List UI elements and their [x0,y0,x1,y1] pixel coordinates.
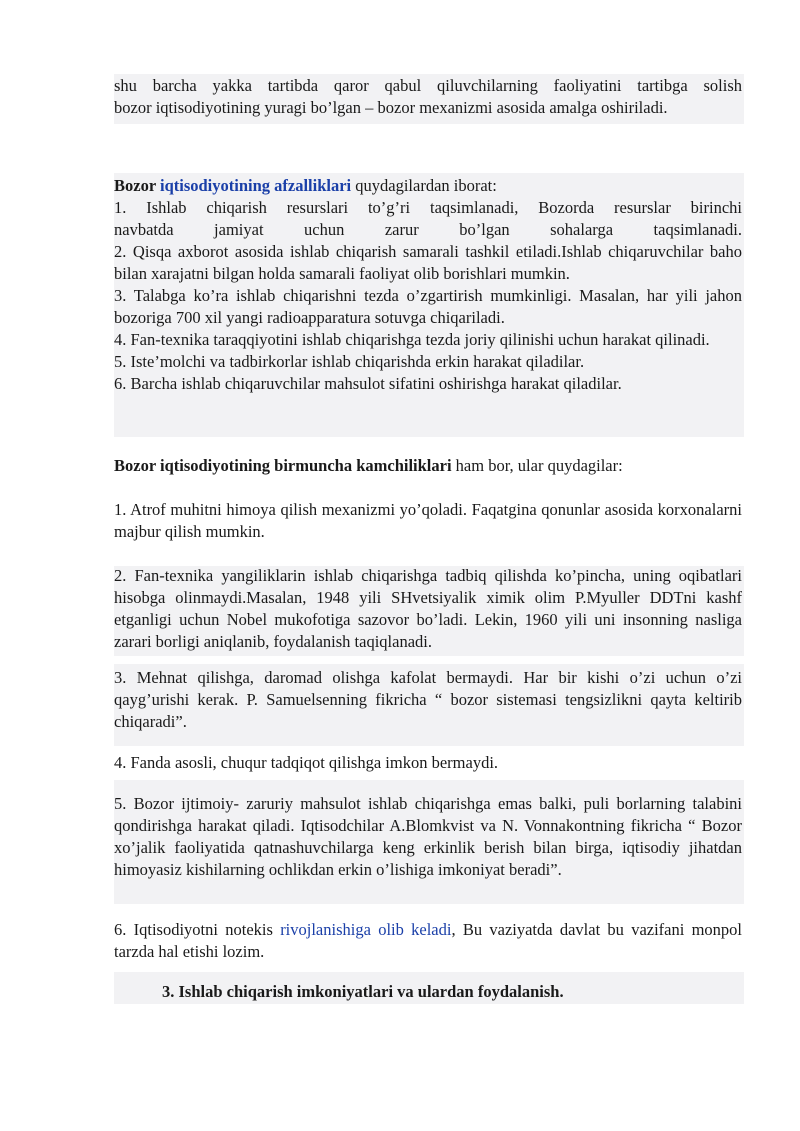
advantage-item-4: 4. Fan-texnika taraqqiyotini ishlab chiqarishga tezda joriy qilinishi uchun harakat qilinadi. [114,330,710,349]
disadvantage-item-2 [114,565,742,653]
section-heading-text: 3. Ishlab chiqarish imkoniyatlari va ulardan foydalanish. [162,982,564,1001]
disadvantage-item-6 [114,919,742,963]
intro-paragraph [114,75,742,119]
advantage-item-3: 3. Talabga ko’ra ishlab chiqarishni tezda o’zgartirish mumkinligi. Masalan, har yili jahon bozoriga 700 xil yangi radioapparatura sotuvga chiqariladi. [114,286,742,327]
disadvantages-title-bold: Bozor iqtisodiyotining birmuncha kamchiliklari [114,456,452,475]
disadvantage-item-3 [114,667,742,733]
disadvantage-item-4-text: 4. Fanda asosli, chuqur tadqiqot qilishga imkon bermaydi. [114,753,499,772]
advantage-item-1-line-1: 1. Ishlab chiqarish resurslari to’g’ri taqsimlanadi, Bozorda resurslar birinchi [114,198,742,217]
disadvantage-item-1 [114,499,742,543]
advantage-item-5: 5. Iste’molchi va tadbirkorlar ishlab chiqarishda erkin harakat qiladilar. [114,352,585,371]
section-heading [114,981,742,1003]
disadvantage-item-6-link[interactable]: rivojlanishiga olib keladi [280,920,452,939]
disadvantage-item-3-text: 3. Mehnat qilishga, daromad olishga kafolat bermaydi. Har bir kishi o’zi uchun o’zi qayg’urishi kerak. P. Samuelsenning fikricha “ bozor sistemasi tengsizlikni qayta keltirib chiqaradi”. [114,668,742,731]
disadvantages-title-rest: ham bor, ular quydagilar: [451,456,623,475]
disadvantage-item-5 [114,793,742,881]
intro-line-2: bozor iqtisodiyotining yuragi bo’lgan – bozor mexanizmi asosida amalga oshiriladi. [114,98,668,117]
advantage-item-1-line-2: navbatda jamiyat uchun zarur bo’lgan sohalarga taqsimlanadi. [114,220,742,239]
advantage-item-6: 6. Barcha ishlab chiqaruvchilar mahsulot sifatini oshirishga harakat qiladilar. [114,374,622,393]
advantages-title-link[interactable]: iqtisodiyotining afzalliklari [159,176,352,195]
advantages-title-bold: Bozor [114,176,160,195]
advantages-title-rest: quydagilardan iborat: [351,176,497,195]
advantages-section [114,175,742,395]
advantages-title [114,175,742,197]
disadvantage-item-6-pre: 6. Iqtisodiyotni notekis [114,920,281,939]
disadvantage-item-1-text: 1. Atrof muhitni himoya qilish mexanizmi yo’qoladi. Faqatgina qonunlar asosida korxonalarni majbur qilish mumkin. [114,500,742,541]
advantage-item-2: 2. Qisqa axborot asosida ishlab chiqarish samarali tashkil etiladi.Ishlab chiqaruvchilar baho bilan xarajatni bilgan holda samarali faoliyat olib borishlari mumkin. [114,242,742,283]
disadvantage-item-2-text: 2. Fan-texnika yangiliklarin ishlab chiqarishga tadbiq qilishda ko’pincha, uning oqibatlari hisobga olinmaydi.Masalan, 1948 yili SHvetsiyalik ximik olim P.Myuller DDTni kashf etganligi uchun Nobel mukofotiga sazovor bo’ladi. Lekin, 1960 yili uni insonning nasliga zarari borligi aniqlanib, foydalanish taqiqlanadi. [114,566,742,651]
disadvantage-item-5-text: 5. Bozor ijtimoiy- zaruriy mahsulot ishlab chiqarishga emas balki, puli borlarning talabini qondirishga harakat qiladi. Iqtisodchilar A.Blomkvist va N. Vonnakontning fikricha “ Bozor xo’jalik faoliyatida qatnashuvchilarga keng erkinlik berish bilan birga, iqtisodiy jihatdan himoyasiz kishilarning ochlikdan erkin o’lishiga imkoniyat beradi”. [114,794,742,879]
disadvantage-item-4 [114,752,742,774]
disadvantage-item-6-post: , Bu vaziyatda davlat bu vazifani monpol tarzda hal etishi lozim. [114,920,743,961]
disadvantages-title [114,455,742,477]
intro-line-1: shu barcha yakka tartibda qaror qabul qiluvchilarning faoliyatini tartibga solish [114,76,742,95]
